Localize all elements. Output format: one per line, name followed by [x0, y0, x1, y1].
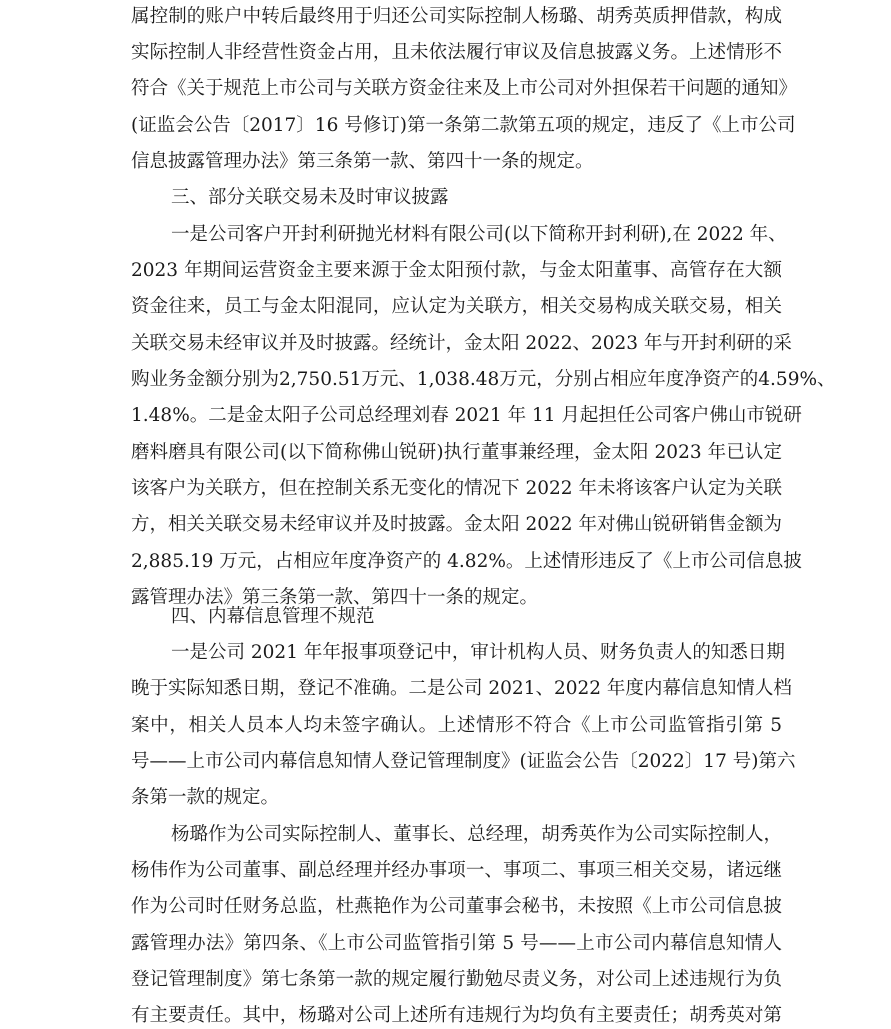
text-line: 有主要责任。其中，杨璐对公司上述所有违规行为均负有主要责任；胡秀英对第	[131, 1005, 782, 1026]
text-line: 作为公司时任财务总监，杜燕艳作为公司董事会秘书，未按照《上市公司信息披	[131, 896, 782, 917]
text-line: 露管理办法》第三条第一款、第四十一条的规定。	[131, 587, 539, 608]
text-line: 号——上市公司内幕信息知情人登记管理制度》(证监会公告〔2022〕17 号)第六	[131, 751, 796, 772]
text-line: 关联交易未经审议并及时披露。经统计，金太阳 2022、2023 年与开封利研的采	[131, 333, 792, 354]
text-line: 一是公司 2021 年年报事项登记中，审计机构人员、财务负责人的知悉日期	[171, 642, 785, 663]
text-line: 2023 年期间运营资金主要来源于金太阳预付款，与金太阳董事、高管存在大额	[131, 260, 782, 281]
text-line: 1.48%。二是金太阳子公司总经理刘春 2021 年 11 月起担任公司客户佛山市锐研	[131, 405, 802, 426]
text-line: (证监会公告〔2017〕16 号修订)第一条第二款第五项的规定，违反了《上市公司	[131, 115, 796, 136]
text-line: 晚于实际知悉日期，登记不准确。二是公司 2021、2022 年度内幕信息知情人档	[131, 678, 792, 699]
text-line: 购业务金额分别为2,750.51万元、1,038.48万元，分别占相应年度净资产的4.59%、	[131, 369, 836, 390]
text-line: 信息披露管理办法》第三条第一款、第四十一条的规定。	[131, 151, 594, 172]
text-line: 资金往来，员工与金太阳混同，应认定为关联方，相关交易构成关联交易，相关	[131, 296, 782, 317]
text-line: 案中，相关人员本人均未签字确认。上述情形不符合《上市公司监管指引第 5	[131, 715, 782, 736]
text-line: 条第一款的规定。	[131, 787, 280, 808]
text-line: 登记管理制度》第七条第一款的规定履行勤勉尽责义务，对公司上述违规行为负	[131, 969, 782, 990]
text-line: 方，相关关联交易未经审议并及时披露。金太阳 2022 年对佛山锐研销售金额为	[131, 514, 782, 535]
text-line: 杨璐作为公司实际控制人、董事长、总经理，胡秀英作为公司实际控制人，	[171, 824, 782, 845]
text-line: 一是公司客户开封利研抛光材料有限公司(以下简称开封利研),在 2022 年、	[171, 224, 787, 245]
section-heading-3: 三、部分关联交易未及时审议披露	[171, 187, 449, 208]
text-line: 磨料磨具有限公司(以下简称佛山锐研)执行董事兼经理，金太阳 2023 年已认定	[131, 442, 782, 463]
text-line: 属控制的账户中转后最终用于归还公司实际控制人杨璐、胡秀英质押借款，构成	[131, 6, 782, 27]
text-line: 该客户为关联方，但在控制关系无变化的情况下 2022 年未将该客户认定为关联	[131, 478, 782, 499]
text-line: 露管理办法》第四条、《上市公司监管指引第 5 号——上市公司内幕信息知情人	[131, 933, 782, 954]
text-line: 杨伟作为公司董事、副总经理并经办事项一、事项二、事项三相关交易，诸远继	[131, 860, 782, 881]
text-line: 符合《关于规范上市公司与关联方资金往来及上市公司对外担保若干问题的通知》	[131, 78, 798, 99]
text-line: 2,885.19 万元，占相应年度净资产的 4.82%。上述情形违反了《上市公司信息披	[131, 551, 802, 572]
text-line: 实际控制人非经营性资金占用，且未依法履行审议及信息披露义务。上述情形不	[131, 42, 782, 63]
section-heading-4: 四、内幕信息管理不规范	[171, 606, 375, 627]
